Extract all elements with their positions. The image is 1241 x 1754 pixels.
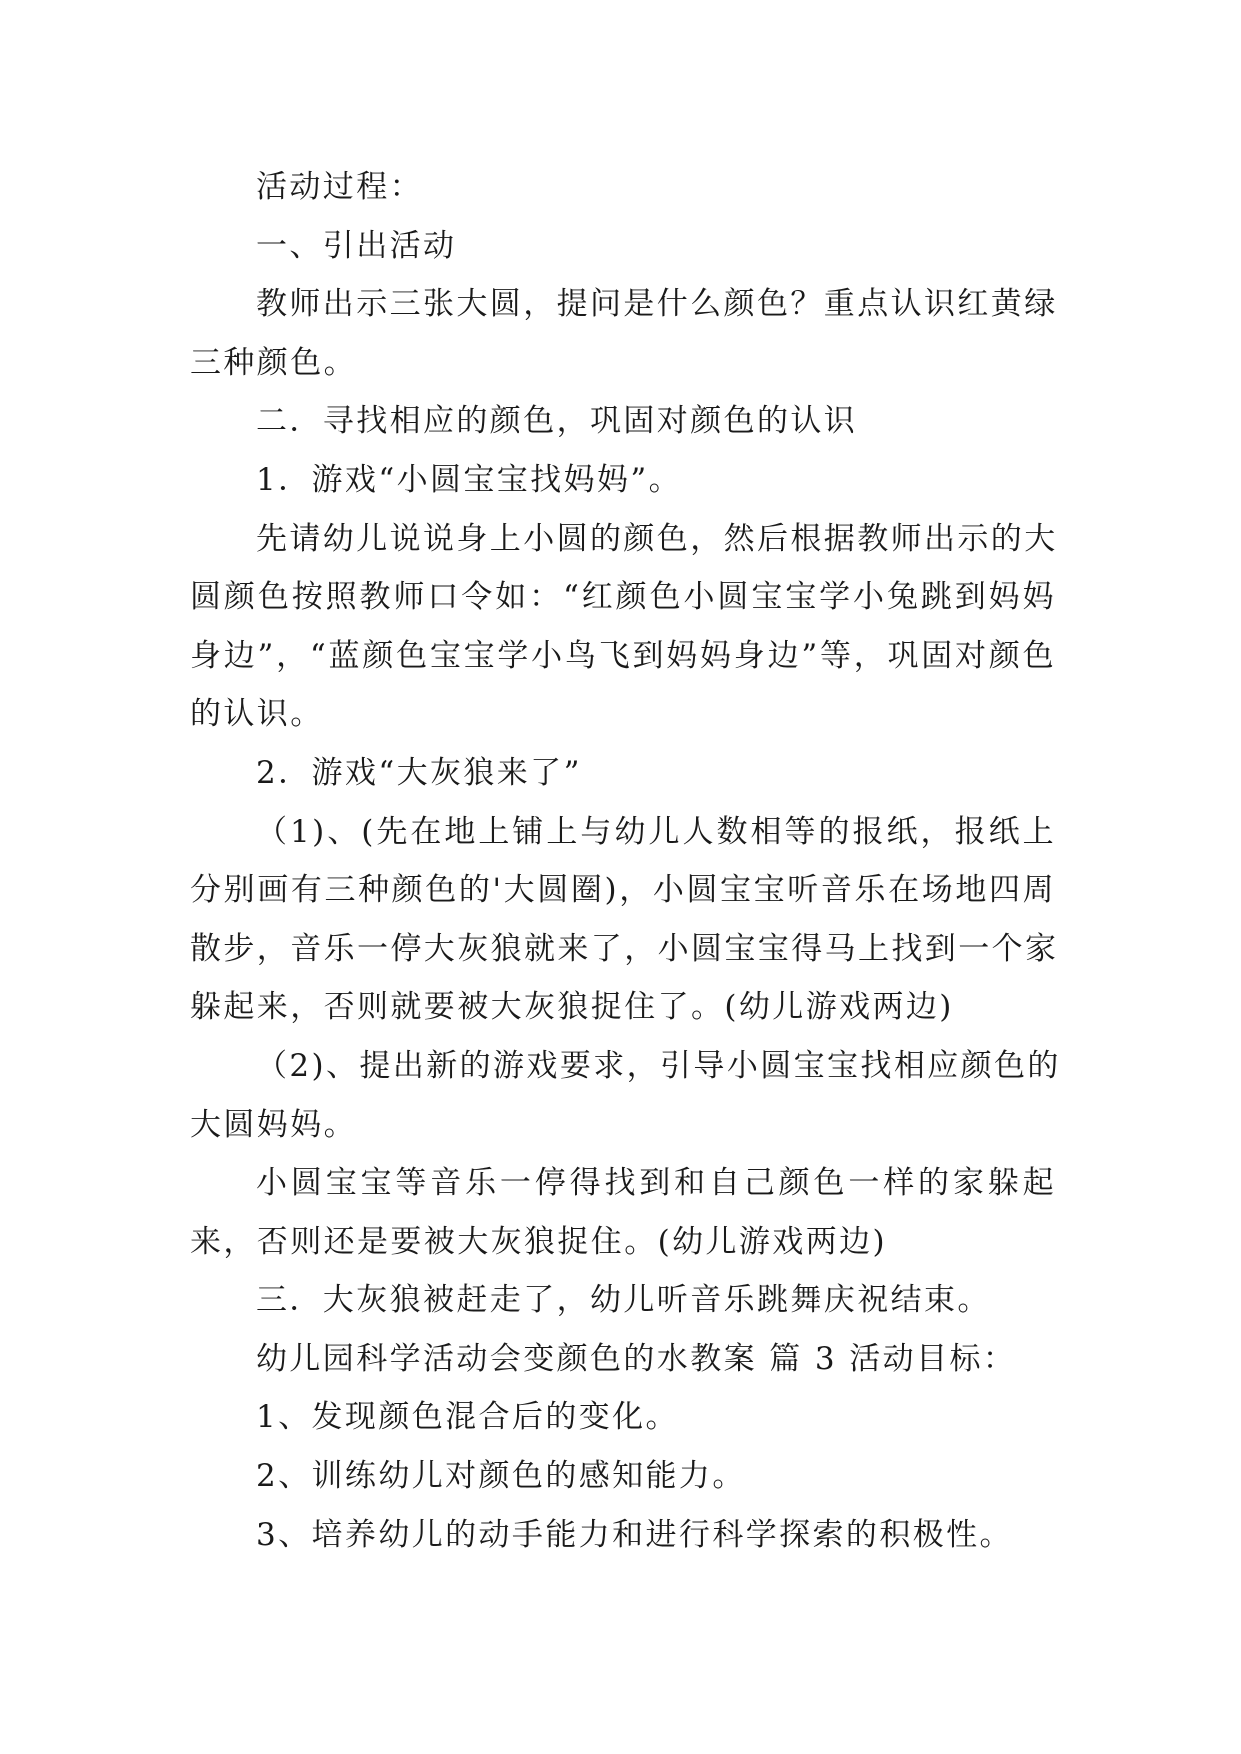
text-line: 的认识。 [190, 696, 324, 733]
text-line: 幼儿园科学活动会变颜色的水教案 篇 3 活动目标： [256, 1340, 1017, 1377]
text-line: 1．游戏“小圆宝宝找妈妈”。 [256, 461, 683, 498]
text-line: 来，否则还是要被大灰狼捉住。(幼儿游戏两边) [190, 1223, 887, 1260]
paragraph-p9 [190, 1037, 1061, 1154]
paragraph-p10 [190, 1154, 1056, 1271]
text-line: 散步，音乐一停大灰狼就来了，小圆宝宝得马上找到一个家 [190, 930, 1059, 967]
paragraph-p13 [190, 1388, 1056, 1447]
paragraph-p8 [190, 803, 1059, 1037]
text-line: 小圆宝宝等音乐一停得找到和自己颜色一样的家躲起 [256, 1165, 1056, 1202]
paragraph-p1 [190, 158, 1056, 217]
text-line: 3、培养幼儿的动手能力和进行科学探索的积极性。 [256, 1516, 1013, 1553]
text-line: （2)、提出新的游戏要求，引导小圆宝宝找相应颜色的 [256, 1047, 1061, 1084]
paragraph-p4 [190, 392, 1056, 451]
text-line: 身边”，“蓝颜色宝宝学小鸟飞到妈妈身边”等，巩固对颜色 [190, 637, 1056, 674]
text-line: 先请幼儿说说身上小圆的颜色，然后根据教师出示的大 [256, 520, 1058, 557]
text-line: 圆颜色按照教师口令如：“红颜色小圆宝宝学小兔跳到妈妈 [190, 579, 1056, 616]
text-line: 2、训练幼儿对颜色的感知能力。 [256, 1458, 746, 1495]
paragraph-p12 [190, 1330, 1056, 1389]
text-line: 一、引出活动 [256, 227, 457, 264]
text-line: 2．游戏“大灰狼来了” [256, 754, 582, 791]
paragraph-p15 [190, 1506, 1056, 1565]
text-line: 三．大灰狼被赶走了，幼儿听音乐跳舞庆祝结束。 [256, 1282, 991, 1319]
paragraph-p2 [190, 217, 1056, 276]
paragraph-p5 [190, 451, 1056, 510]
text-line: 1、发现颜色混合后的变化。 [256, 1399, 679, 1436]
document-body [190, 158, 1061, 1564]
text-line: 三种颜色。 [190, 344, 357, 381]
paragraph-p14 [190, 1447, 1056, 1506]
text-line: 躲起来，否则就要被大灰狼捉住了。(幼儿游戏两边) [190, 989, 954, 1026]
paragraph-p6 [190, 510, 1056, 744]
paragraph-p7 [190, 744, 1056, 803]
text-line: 教师出示三张大圆，提问是什么颜色？重点认识红黄绿 [256, 286, 1058, 323]
paragraph-p3 [190, 275, 1056, 392]
text-line: （1)、(先在地上铺上与幼儿人数相等的报纸，报纸上 [256, 813, 1056, 850]
text-line: 大圆妈妈。 [190, 1106, 357, 1143]
text-line: 二．寻找相应的颜色，巩固对颜色的认识 [256, 403, 858, 440]
text-line: 活动过程： [256, 169, 423, 205]
text-line: 分别画有三种颜色的'大圆圈)，小圆宝宝听音乐在场地四周 [190, 872, 1056, 909]
paragraph-p11 [190, 1271, 1056, 1330]
